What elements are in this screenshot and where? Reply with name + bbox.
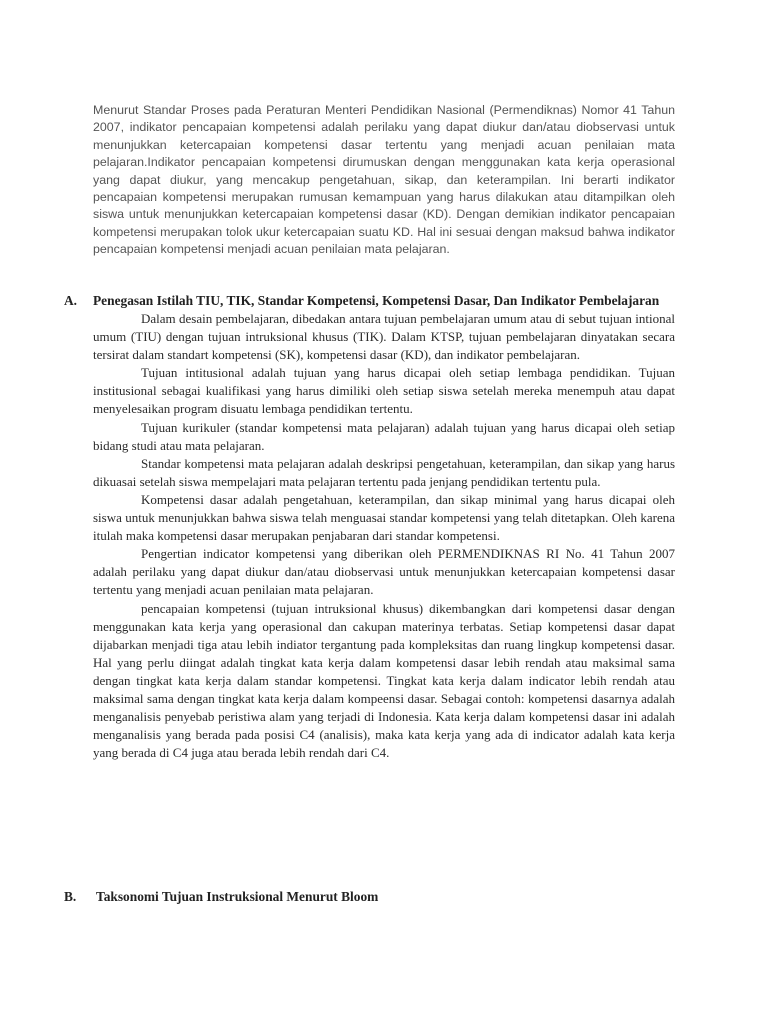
section-a-paragraph: Dalam desain pembelajaran, dibedakan antara tujuan pembelajaran umum atau di sebut tujuan intional umum (TIU) dengan tujuan intruksional khusus (TIK). Dalam KTSP, tujuan pembelajaran dinyatakan secara tersirat dalam standart kompetensi (SK), kompetensi dasar (KD), dan indikator pembelajaran. (93, 311, 675, 363)
intro-paragraph: Menurut Standar Proses pada Peraturan Menteri Pendidikan Nasional (Permendiknas) Nomor 41 Tahun 2007, indikator pencapaian kompetensi adalah perilaku yang dapat diukur dan/atau diobservasi untuk menunjukkan ketercapaian kompetensi dasar tertentu yang menjadi acuan penilaian mata pelajaran.Indikator pencapaian kompetensi dirumuskan dengan menggunakan kata kerja operasional yang dapat diukur, yang mencakup pengetahuan, sikap, dan keterampilan. Ini berarti indikator pencapaian kompetensi merupakan rumusan kemampuan yang harus dilakukan atau ditampilkan oleh siswa untuk menunjukkan ketercapaian kompetensi dasar (KD). Dengan demikian indikator pencapaian kompetensi merupakan tolok ukur ketercapaian suatu KD. Hal ini sesuai dengan maksud bahwa indikator pencapaian kompetensi menjadi acuan penilaian mata pelajaran. (93, 103, 675, 257)
section-a-paragraph: Tujuan kurikuler (standar kompetensi mata pelajaran) adalah tujuan yang harus dicapai oleh setiap bidang studi atau mata pelajaran. (93, 419, 675, 453)
section-b (64, 888, 675, 906)
section-a-paragraph: Pengertian indicator kompetensi yang diberikan oleh PERMENDIKNAS RI No. 41 Tahun 2007 adalah perilaku yang dapat diukur dan/atau diobservasi untuk menunjukkan ketercapaian kompetensi dasar tertentu yang menjadi acuan penilaian mata pelajaran. (93, 546, 675, 598)
section-a-paragraph: Standar kompetensi mata pelajaran adalah deskripsi pengetahuan, keterampilan, dan sikap yang harus dikuasai setelah siswa mempelajari mata pelajaran tertentu pada jenjang pendidikan tertentu pula. (93, 455, 675, 489)
section-a-letter: A. (64, 293, 78, 308)
section-a-paragraph: pencapaian kompetensi (tujuan intruksional khusus) dikembangkan dari kompetensi dasar dengan menggunakan kata kerja yang operasional dan cakupan materinya terbatas. Setiap kompetensi dasar dapat dijabarkan menjadi tiga atau lebih indiator tergantung pada kompleksitas dan ruang lingkup kompetensi dasar. Hal yang perlu diingat adalah tingkat kata kerja dalam kompetensi dasar lebih rendah atau maksimal sama dengan tingkat kata kerja dalam standar kompetensi. Tingkat kata kerja dalam indicator lebih rendah atau maksimal sama dengan tingkat kata kerja dalam kompeensi dasar. Sebagai contoh: kompetensi dasarnya adalah menganalisis penyebab peristiwa alam yang terjadi di Indonesia. Kata kerja dalam kompetensi dasar ini adalah menganalisis yang berada pada posisi C4 (analisis), maka kata kerja yang ada di indicator adalah kata kerja yang berada di C4 juga atau berada lebih rendah dari C4. (93, 600, 675, 761)
section-a-paragraph: Kompetensi dasar adalah pengetahuan, keterampilan, dan sikap minimal yang harus dicapai oleh siswa untuk menunjukkan bahwa siswa telah menguasai standar kompetensi yang telah ditetapkan. Oleh karena itulah maka kompetensi dasar merupakan penjabaran dari standar kompetensi. (93, 491, 675, 544)
section-b-title: Taksonomi Tujuan Instruksional Menurut Bloom (96, 889, 379, 904)
section-b-letter: B. (64, 889, 77, 904)
section-a-heading (64, 292, 675, 310)
section-a-title: Penegasan Istilah TIU, TIK, Standar Kompetensi, Kompetensi Dasar, Dan Indikator Pembelajaran (93, 293, 660, 308)
section-b-heading (64, 888, 675, 906)
section-a-paragraph: Tujuan intitusional adalah tujuan yang harus dicapai oleh setiap lembaga pendidikan. Tujuan institusional sebagai kualifikasi yang harus dimiliki oleh setiap siswa setelah mereka menempuh atau dapat menyelesaikan program disuatu lembaga pendidikan tertentu. (93, 365, 675, 417)
section-a (64, 292, 675, 762)
section-a-body (93, 310, 675, 762)
